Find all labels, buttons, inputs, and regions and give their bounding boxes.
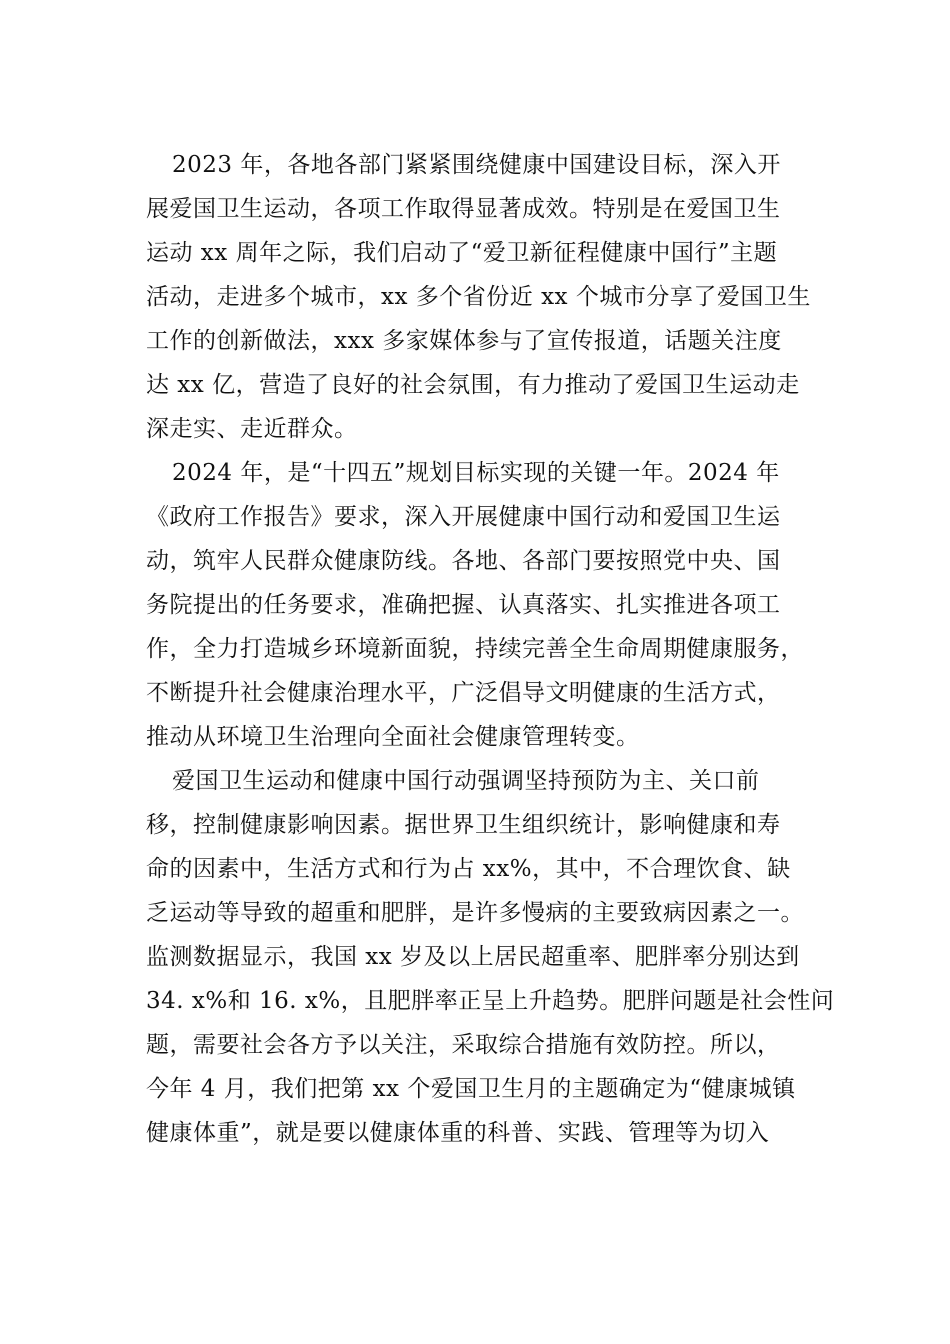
paragraph-1-line-3: 运动 xx 周年之际，我们启动了“爱卫新征程健康中国行”主题 — [146, 240, 778, 266]
paragraph-3-line-8: 今年 4 月，我们把第 xx 个爱国卫生月的主题确定为“健康城镇 — [146, 1076, 796, 1102]
paragraph-2-line-5: 作，全力打造城乡环境新面貌，持续完善全生命周期健康服务， — [146, 636, 804, 662]
paragraph-1-line-5: 工作的创新做法，xxx 多家媒体参与了宣传报道，话题关注度 — [146, 328, 782, 354]
paragraph-2-line-3: 动，筑牢人民群众健康防线。各地、各部门要按照党中央、国 — [146, 548, 781, 574]
paragraph-3-line-5: 监测数据显示，我国 xx 岁及以上居民超重率、肥胖率分别达到 — [146, 944, 800, 970]
paragraph-2-line-1: 2024 年，是“十四五”规划目标实现的关键一年。2024 年 — [172, 460, 780, 486]
paragraph-1-line-6: 达 xx 亿，营造了良好的社会氛围，有力推动了爱国卫生运动走 — [146, 372, 800, 398]
paragraph-1-line-1: 2023 年，各地各部门紧紧围绕健康中国建设目标，深入开 — [172, 152, 781, 178]
paragraph-3-line-4: 乏运动等导致的超重和肥胖，是许多慢病的主要致病因素之一。 — [146, 900, 804, 926]
paragraph-2-line-4: 务院提出的任务要求，准确把握、认真落实、扎实推进各项工 — [146, 592, 781, 618]
paragraph-3-line-1: 爱国卫生运动和健康中国行动强调坚持预防为主、关口前 — [172, 768, 760, 794]
paragraph-2-line-6: 不断提升社会健康治理水平，广泛倡导文明健康的生活方式， — [146, 680, 781, 706]
paragraph-2-line-2: 《政府工作报告》要求，深入开展健康中国行动和爱国卫生运 — [146, 504, 781, 530]
paragraph-1-line-4: 活动，走进多个城市，xx 多个省份近 xx 个城市分享了爱国卫生 — [146, 284, 811, 310]
paragraph-1-line-7: 深走实、走近群众。 — [146, 416, 358, 442]
paragraph-3-line-7: 题，需要社会各方予以关注，采取综合措施有效防控。所以， — [146, 1032, 781, 1058]
paragraph-3-line-6: 34. x%和 16. x%，且肥胖率正呈上升趋势。肥胖问题是社会性问 — [146, 988, 835, 1014]
document-body — [146, 143, 835, 1155]
paragraph-3-line-3: 命的因素中，生活方式和行为占 xx%，其中，不合理饮食、缺 — [146, 856, 791, 882]
paragraph-3-line-9: 健康体重”，就是要以健康体重的科普、实践、管理等为切入 — [146, 1120, 770, 1146]
paragraph-3-line-2: 移，控制健康影响因素。据世界卫生组织统计，影响健康和寿 — [146, 812, 781, 838]
paragraph-1-line-2: 展爱国卫生运动，各项工作取得显著成效。特别是在爱国卫生 — [146, 196, 781, 222]
paragraph-2-line-7: 推动从环境卫生治理向全面社会健康管理转变。 — [146, 724, 640, 750]
